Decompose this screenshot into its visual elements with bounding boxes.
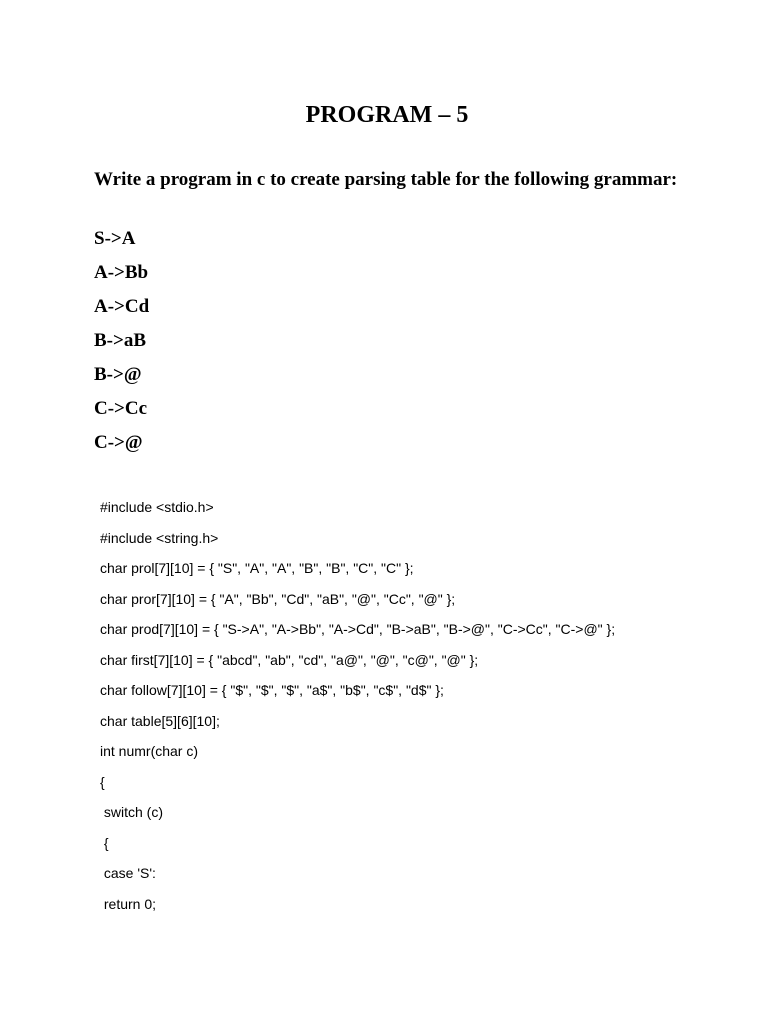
code-line: #include <stdio.h>: [100, 499, 214, 515]
code-line: {: [100, 773, 105, 790]
task-description: Write a program in c to create parsing table for the following grammar:: [94, 169, 678, 190]
code-line: char follow[7][10] = { "$", "$", "$", "a$", "b$", "c$", "d$" };: [100, 682, 444, 698]
grammar-rule: A->Cd: [94, 296, 150, 317]
grammar-rule: C->@: [94, 432, 143, 453]
code-line: char table[5][6][10];: [100, 712, 220, 729]
code-line: case 'S':: [100, 865, 156, 881]
code-line: return 0;: [100, 895, 157, 912]
code-line: char pror[7][10] = { "A", "Bb", "Cd", "aB", "@", "Cc", "@" };: [100, 590, 456, 607]
code-line: #include <string.h>: [100, 529, 219, 546]
code-listing: [100, 497, 615, 924]
code-line: char first[7][10] = { "abcd", "ab", "cd", "a@", "@", "c@", "@" };: [100, 651, 479, 668]
code-line: switch (c): [100, 804, 163, 820]
grammar-rules: [94, 227, 149, 465]
grammar-rule: B->aB: [94, 330, 146, 351]
grammar-rule: B->@: [94, 364, 142, 385]
code-line: char prod[7][10] = { "S->A", "A->Bb", "A->Cd", "B->aB", "B->@", "C->Cc", "C->@" };: [100, 621, 616, 637]
code-line: {: [100, 834, 109, 851]
code-line: char prol[7][10] = { "S", "A", "A", "B", "B", "C", "C" };: [100, 560, 414, 576]
grammar-rule: A->Bb: [94, 262, 149, 283]
grammar-rule: S->A: [94, 228, 136, 249]
code-line: int numr(char c): [100, 743, 199, 759]
program-title: PROGRAM – 5: [305, 102, 469, 128]
grammar-rule: C->Cc: [94, 398, 148, 419]
